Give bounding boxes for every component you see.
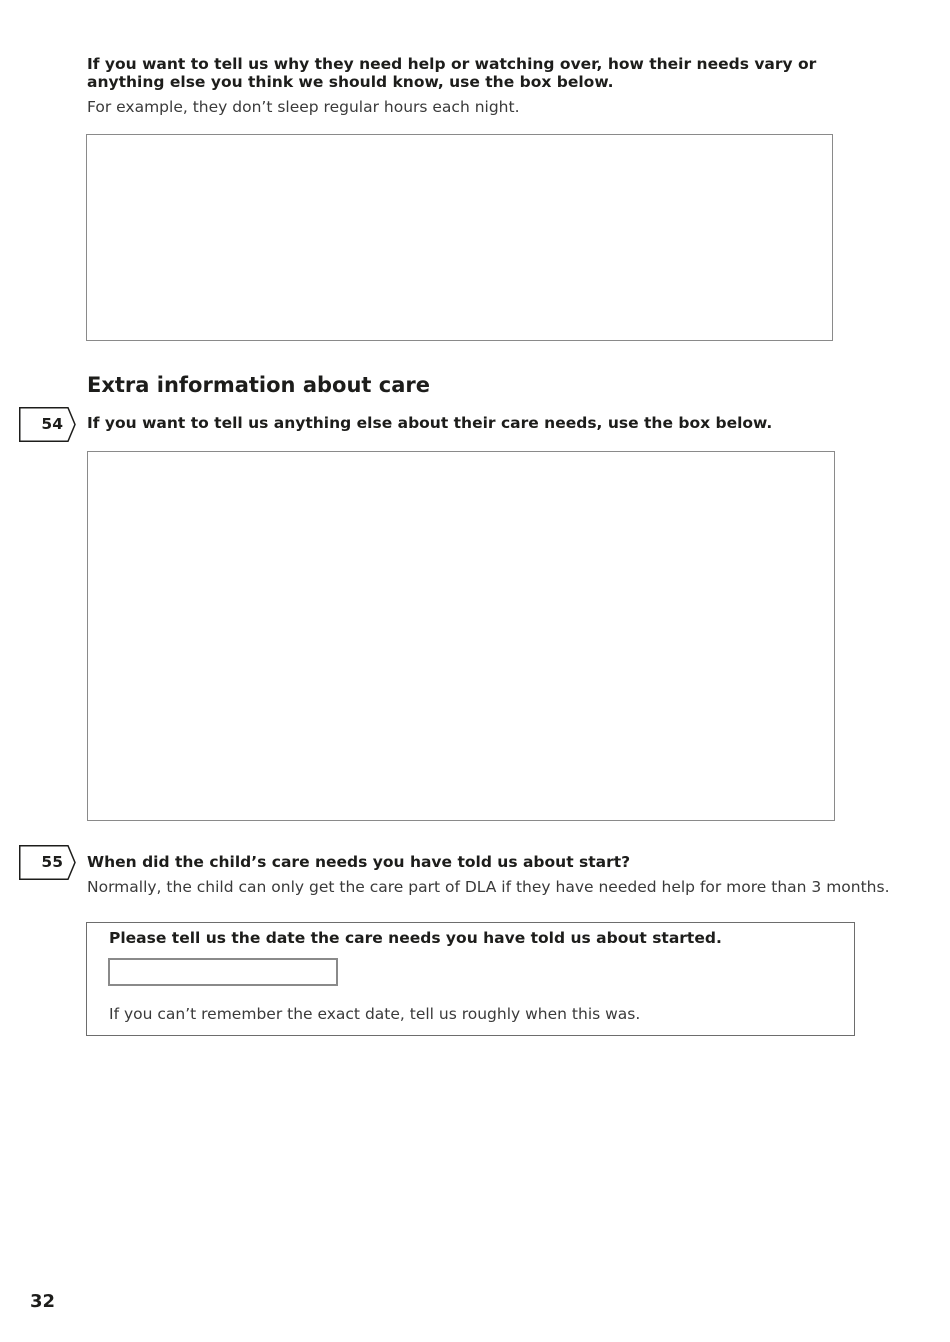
needs-explanation-textbox[interactable] [86,134,833,341]
question-54-marker [19,407,76,442]
question-55-text: When did the child’s care needs you have told us about start? [87,853,631,871]
extra-care-textbox[interactable] [87,451,835,821]
question-number: 55 [41,853,63,871]
date-hint: If you can’t remember the exact date, tell us roughly when this was. [109,1005,641,1023]
question-54-text: If you want to tell us anything else about their care needs, use the box below. [87,414,773,432]
question-number: 54 [41,415,63,433]
page-number: 32 [30,1291,56,1312]
section-heading-extra-care: Extra information about care [87,373,430,397]
question-55-subtext: Normally, the child can only get the care part of DLA if they have needed help for more than 3 months. [87,878,890,896]
care-start-date-input[interactable] [108,958,338,986]
intro-question: If you want to tell us why they need help or watching over, how their needs vary or anything else you think we should know, use the box below. [87,55,817,91]
intro-example: For example, they don’t sleep regular hours each night. [87,98,520,116]
question-55-marker [19,845,76,880]
date-label: Please tell us the date the care needs you have told us about started. [109,929,722,947]
